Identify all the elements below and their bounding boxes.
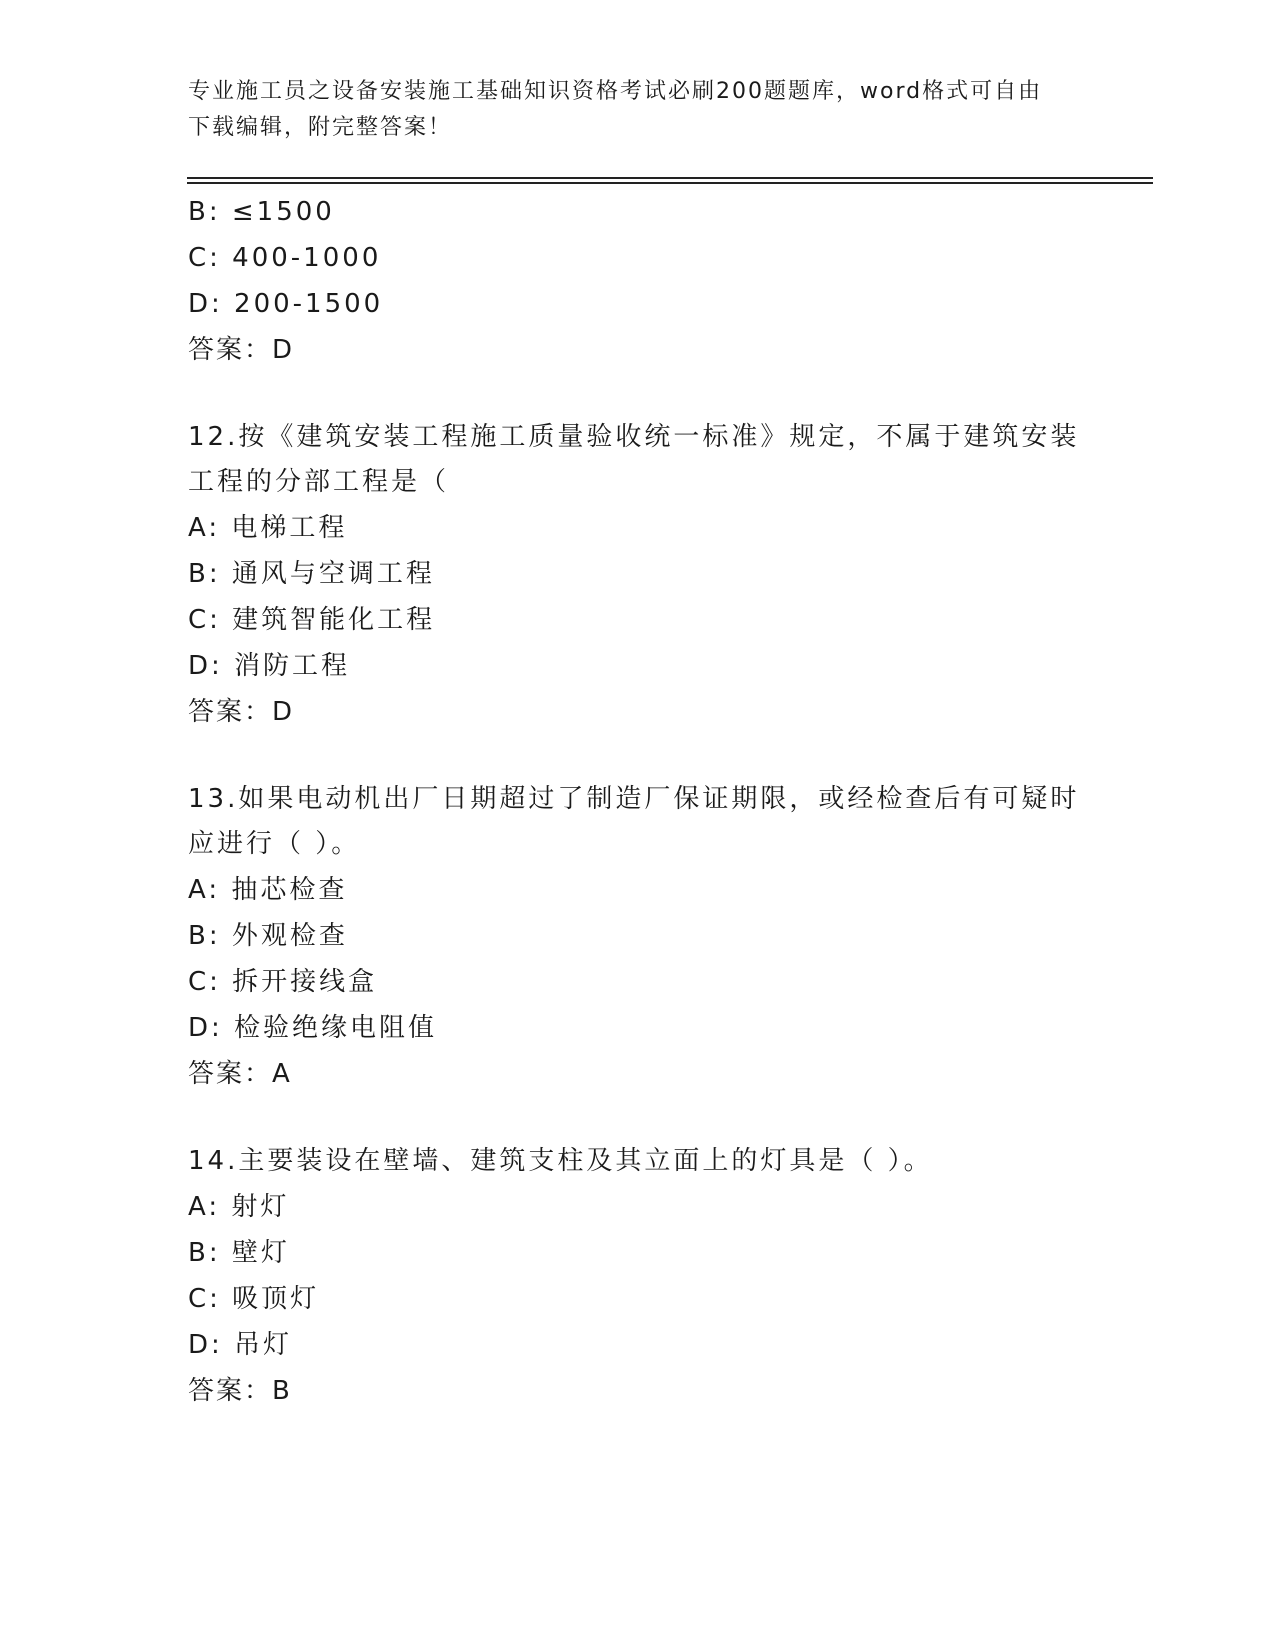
option-c: C: 拆开接线盒 <box>188 967 378 997</box>
question-text: 13.如果电动机出厂日期超过了制造厂保证期限，或经检查后有可疑时应进行（ ）。 <box>188 784 1080 859</box>
question-14 <box>188 1139 1108 1414</box>
answer-line: 答案：B <box>188 1376 292 1406</box>
header-title-line-2: 下载编辑，附完整答案！ <box>188 115 453 140</box>
question-text: 14.主要装设在壁墙、建筑支柱及其立面上的灯具是（ ）。 <box>188 1146 933 1176</box>
option-b: B: ≤1500 <box>188 197 335 227</box>
answer-line: 答案：A <box>188 1059 292 1089</box>
question-11-tail <box>188 189 1108 373</box>
answer-line: 答案：D <box>188 335 295 365</box>
option-b: B: 通风与空调工程 <box>188 559 435 589</box>
option-d: D: 吊灯 <box>188 1330 293 1360</box>
option-c: C: 400-1000 <box>188 243 382 273</box>
question-list <box>188 189 1108 1414</box>
header-divider-top <box>187 177 1153 179</box>
option-a: A: 射灯 <box>188 1192 290 1222</box>
question-12 <box>188 415 1108 735</box>
header-title-line-1: 专业施工员之设备安装施工基础知识资格考试必刷200题题库，word格式可自由 <box>188 79 1043 104</box>
option-b: B: 外观检查 <box>188 921 348 951</box>
spacer <box>188 735 1108 777</box>
spacer <box>188 373 1108 415</box>
option-d: D: 200-1500 <box>188 289 384 319</box>
option-c: C: 吸顶灯 <box>188 1284 320 1314</box>
option-d: D: 消防工程 <box>188 651 351 681</box>
question-text: 12.按《建筑安装工程施工质量验收统一标准》规定，不属于建筑安装工程的分部工程是（ <box>188 422 1080 497</box>
answer-line: 答案：D <box>188 697 295 727</box>
document-header <box>188 74 1088 146</box>
spacer <box>188 1097 1108 1139</box>
option-d: D: 检验绝缘电阻值 <box>188 1013 438 1043</box>
option-c: C: 建筑智能化工程 <box>188 605 436 635</box>
option-a: A: 抽芯检查 <box>188 875 348 905</box>
question-13 <box>188 777 1108 1097</box>
option-b: B: 壁灯 <box>188 1238 290 1268</box>
option-a: A: 电梯工程 <box>188 513 348 543</box>
header-divider-bottom <box>187 182 1153 184</box>
